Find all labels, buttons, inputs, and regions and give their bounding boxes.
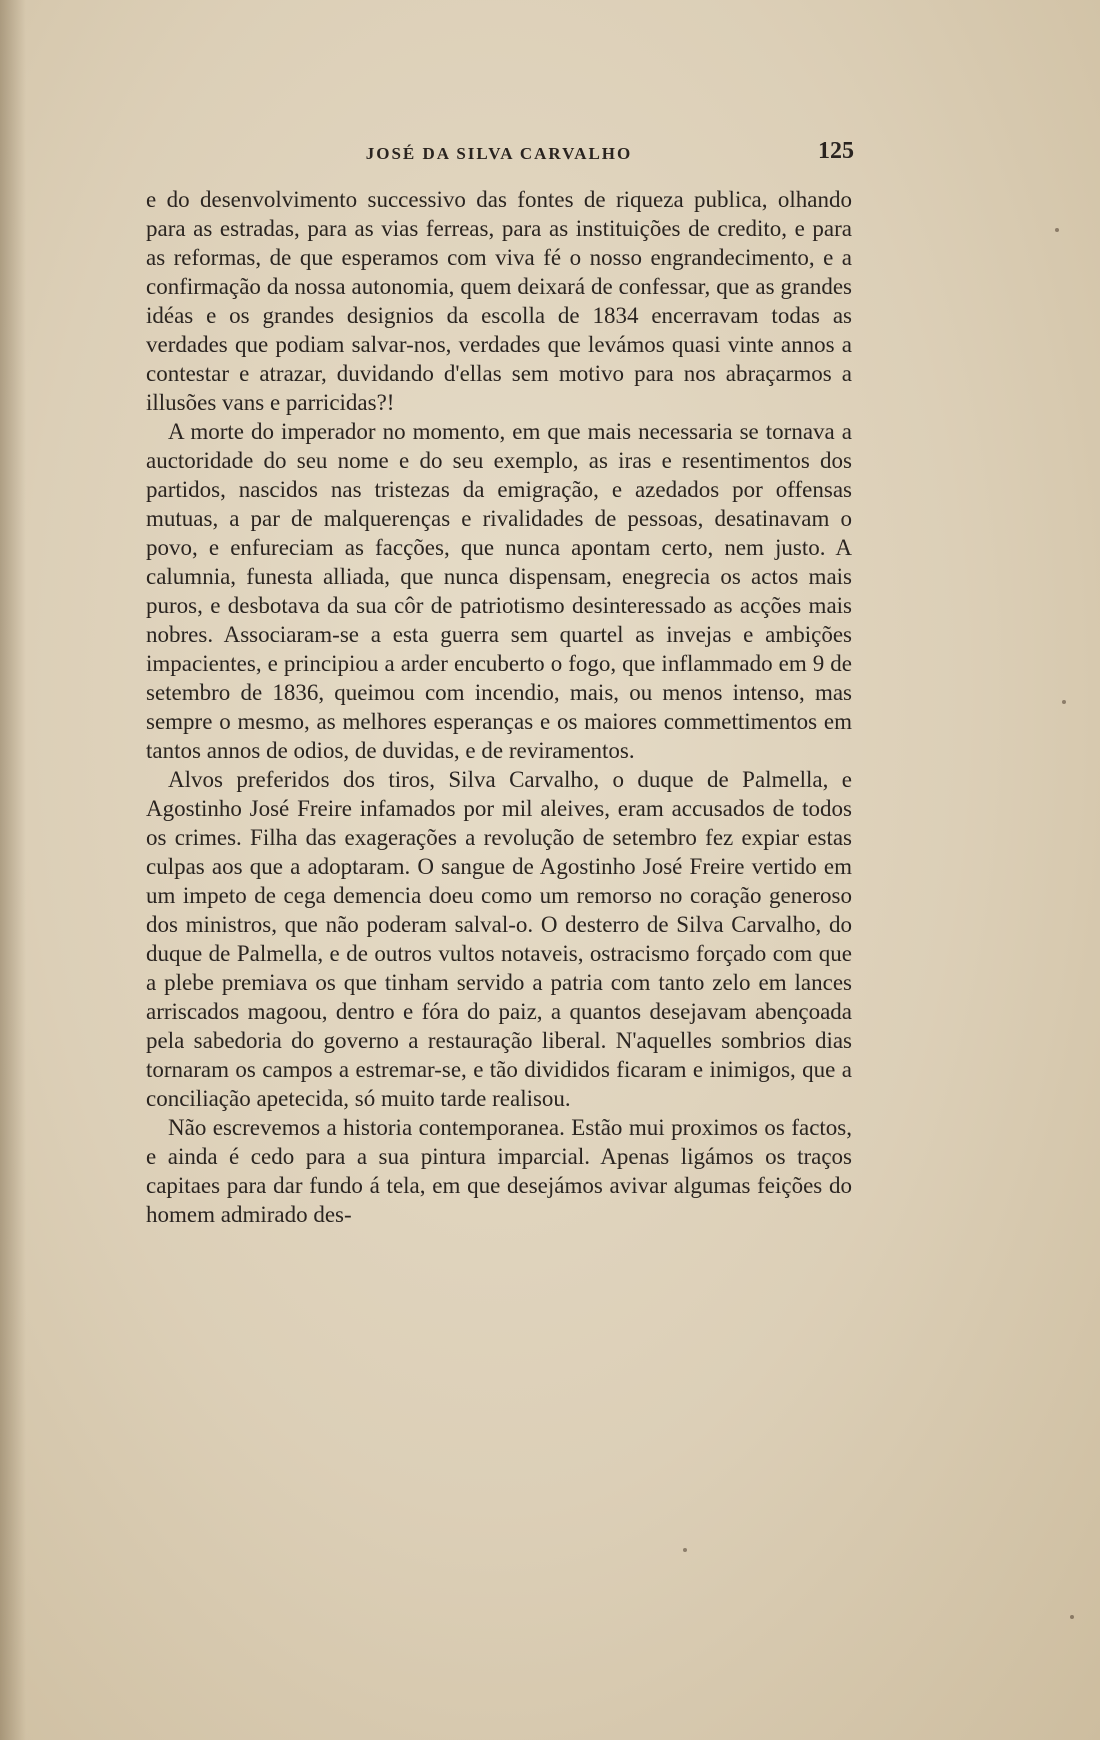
paper-speck: [1055, 228, 1059, 232]
paragraph-1: e do desenvolvimento successivo das fontes de riqueza publica, olhando para as estradas, para as vias ferreas, para as instituições de credito, e para as reformas, de que esperamos com viva fé o nosso engrandecimento, e a confirmação da nossa autonomia, quem deixará de confessar, que as grandes idéas e os grandes designios da escolla de 1834 encerravam todas as verdades que podiam salvar-nos, verdades que levámos quasi vinte annos a contestar e atrazar, duvidando d'ellas sem motivo para nos abraçarmos a illusões vans e parricidas?!: [146, 187, 852, 415]
page-header: [146, 138, 852, 178]
page-number: 125: [818, 138, 854, 164]
running-head: JOSÉ DA SILVA CARVALHO: [365, 144, 633, 163]
body-text: [146, 185, 852, 1229]
paragraph-3: Alvos preferidos dos tiros, Silva Carvalho, o duque de Palmella, e Agostinho José Freire infamados por mil aleives, eram accusados de todos os crimes. Filha das exagerações a revolução de setembro fez expiar estas culpas aos que a adoptaram. O sangue de Agostinho José Freire vertido em um impeto de cega demencia doeu como um remorso no coração generoso dos ministros, que não poderam salval-o. O desterro de Silva Carvalho, do duque de Palmella, e de outros vultos notaveis, ostracismo forçado com que a plebe premiava os que tinham servido a patria com tanto zelo em lances arriscados magoou, dentro e fóra do paiz, a quantos desejavam abençoada pela sabedoria do governo a restauração liberal. N'aquelles sombrios dias tornaram os campos a estremar-se, e tão divididos ficaram e inimigos, que a conciliação apetecida, só muito tarde realisou.: [146, 767, 852, 1111]
spine-shadow: [0, 0, 26, 1740]
paper-speck: [1062, 700, 1066, 704]
paper-speck: [683, 1548, 687, 1552]
paragraph-4: Não escrevemos a historia contemporanea. Estão mui proximos os factos, e ainda é cedo para a sua pintura imparcial. Apenas ligámos os traços capitaes para dar fundo á tela, em que desejámos avivar algumas feições do homem admirado des-: [146, 1115, 852, 1227]
paragraph-2: A morte do imperador no momento, em que mais necessaria se tornava a auctoridade do seu nome e do seu exemplo, as iras e resentimentos dos partidos, nascidos nas tristezas da emigração, e azedados por offensas mutuas, a par de malquerenças e rivalidades de pessoas, desatinavam o povo, e enfureciam as facções, que nunca apontam certo, nem justo. A calumnia, funesta alliada, que nunca dispensam, enegrecia os actos mais puros, e desbotava da sua côr de patriotismo desinteressado as acções mais nobres. Associaram-se a esta guerra sem quartel as invejas e ambições impacientes, e principiou a arder encuberto o fogo, que inflammado em 9 de setembro de 1836, queimou com incendio, mais, ou menos intenso, mas sempre o mesmo, as melhores esperanças e os maiores commettimentos em tantos annos de odios, de duvidas, e de reviramentos.: [146, 419, 852, 763]
paper-speck: [1070, 1615, 1074, 1619]
